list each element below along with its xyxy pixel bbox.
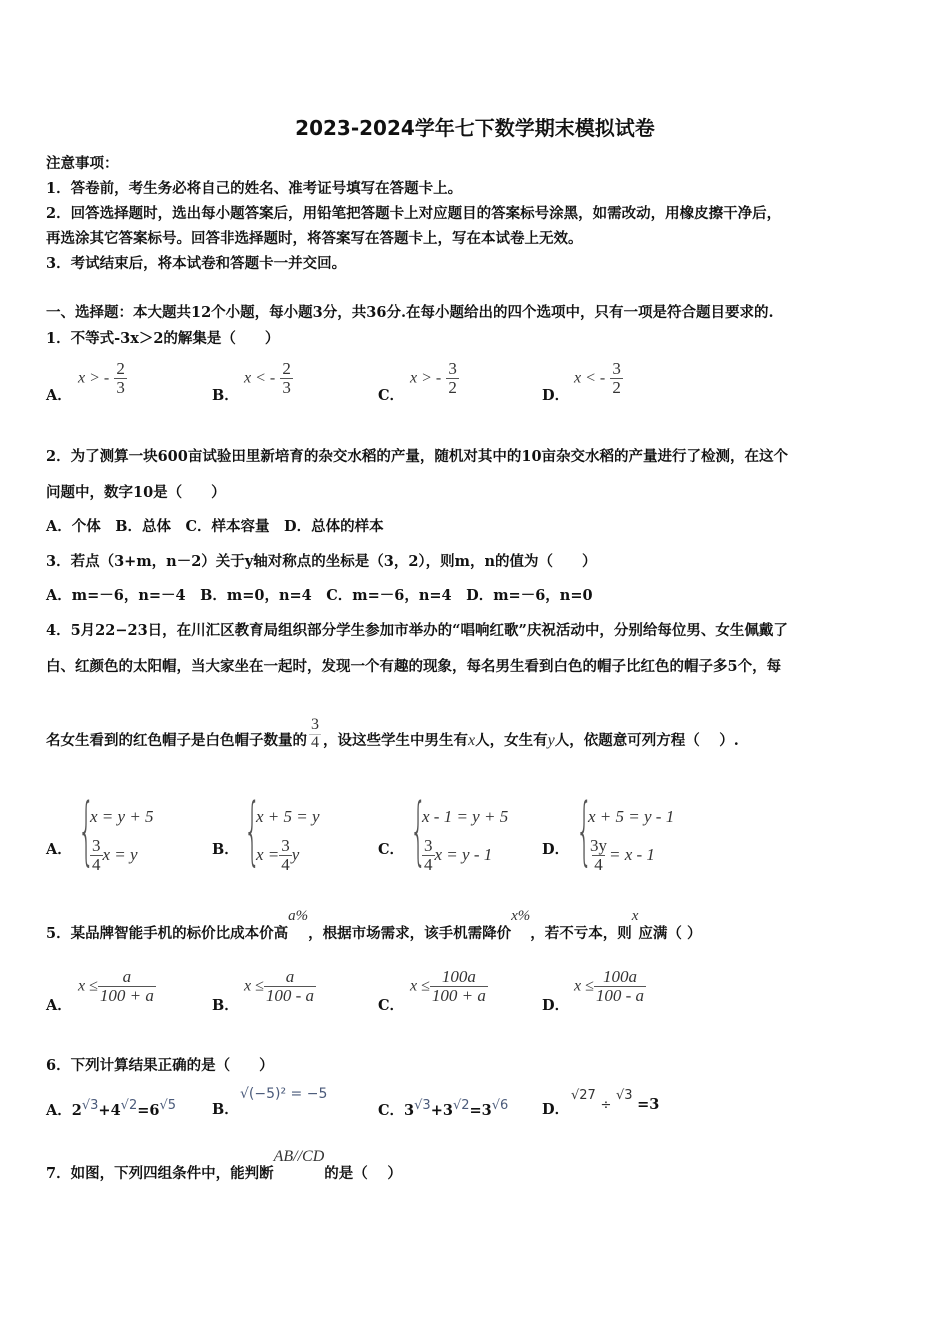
- q5-option-d[interactable]: D．: [542, 997, 570, 1014]
- q1-option-b[interactable]: B．: [212, 387, 239, 404]
- notice-item-2-cont: 再选涂其它答案标号。回答非选择题时，将答案写在答题卡上，写在本试卷上无效。: [46, 230, 583, 247]
- q1-option-a[interactable]: A．: [46, 387, 72, 404]
- q4-option-b-system: { x + 5 = y x = $\frac{3}{4}$ y: [244, 788, 320, 874]
- question-2-options[interactable]: A．个体 B．总体 C．样本容量 D．总体的样本: [46, 518, 384, 535]
- fraction: $\frac{100a}{100 - a}$: [595, 967, 645, 1005]
- q1-option-a-expr: x > - $\frac{2}{3}$: [78, 359, 125, 397]
- fraction: $\frac{a}{100 + a}$: [99, 967, 154, 1005]
- q1-option-d[interactable]: D．: [542, 387, 570, 404]
- question-2-stem-line1: 2．为了测算一块600亩试验田里新培育的杂交水稻的产量，随机对其中的10亩杂交水稻的产量进行了检测，在这个: [46, 448, 789, 465]
- q4-option-b[interactable]: B．: [212, 841, 239, 858]
- q5-option-c-expr: x ≤ $\frac{100a}{100 + a}$: [410, 967, 486, 1005]
- q6-option-b[interactable]: B．: [212, 1101, 239, 1118]
- fraction: $\frac{100a}{100 + a}$: [431, 967, 486, 1005]
- question-3-stem: 3．若点（3+m，n－2）关于y轴对称点的坐标是（3，2），则m，n的值为（ ）: [46, 553, 597, 570]
- fraction: $\frac{2}{3}$: [116, 359, 125, 397]
- left-brace-icon: {: [576, 788, 593, 874]
- fraction: $\frac{3}{4}$: [311, 716, 319, 751]
- fraction: $\frac{3}{2}$: [448, 359, 457, 397]
- q4-option-a-system: { x = y + 5 $\frac{3}{4}$ x = y: [78, 788, 154, 874]
- q1-option-c[interactable]: C．: [378, 387, 405, 404]
- question-4-stem-line3: 名女生看到的红色帽子是白色帽子数量的 $\frac{3}{4}$ ，设这些学生中男生有 x 人，女生有 y 人，依题意可列方程（ ）.: [46, 716, 739, 751]
- question-6-stem: 6．下列计算结果正确的是（ ）: [46, 1057, 274, 1074]
- q5-option-c[interactable]: C．: [378, 997, 405, 1014]
- q6-option-d-expr: √27 ÷ √3 =3: [571, 1088, 660, 1113]
- q1-option-c-expr: x > - $\frac{3}{2}$: [410, 359, 457, 397]
- question-5-options: [46, 968, 746, 1018]
- notice-item-3: 3．考试结束后，将本试卷和答题卡一并交回。: [46, 255, 347, 272]
- notice-item-2: 2．回答选择题时，选出每小题答案后，用铅笔把答题卡上对应题目的答案标号涂黑，如需改动，用橡皮擦干净后，: [46, 205, 782, 222]
- question-1-options: [46, 360, 746, 410]
- question-5-stem: 5．某品牌智能手机的标价比成本价高 a% ，根据市场需求，该手机需降价 x% ，若不亏本，则 x 应满（ ）: [46, 908, 702, 942]
- q4-option-a[interactable]: A．: [46, 841, 72, 858]
- q5-option-b-expr: x ≤ $\frac{a}{100 - a}$: [244, 967, 315, 1005]
- q1-option-b-expr: x < - $\frac{2}{3}$: [244, 359, 291, 397]
- question-2-stem-line2: 问题中，数字10是（ ）: [46, 484, 226, 501]
- q4-option-d-system: { x + 5 = y - 1 $\frac{3y}{4}$ = x - 1: [576, 788, 675, 874]
- q5-option-d-expr: x ≤ $\frac{100a}{100 - a}$: [574, 967, 645, 1005]
- question-3-options[interactable]: A．m=－6，n=－4 B．m=0，n=4 C．m=－6，n=4 D．m=－6，n=0: [46, 587, 593, 604]
- page-title: 2023-2024学年七下数学期末模拟试卷: [295, 116, 655, 140]
- fraction: $\frac{3}{2}$: [612, 359, 621, 397]
- q5-option-a[interactable]: A．: [46, 997, 72, 1014]
- section-heading: 一、选择题：本大题共12个小题，每小题3分，共36分.在每小题给出的四个选项中，只有一项是符合题目要求的.: [46, 304, 774, 321]
- q4-option-c[interactable]: C．: [378, 841, 405, 858]
- question-4-stem-line1: 4．5月22−23日，在川汇区教育局组织部分学生参加市举办的“唱响红歌”庆祝活动中，分别给每位男、女生佩戴了: [46, 622, 788, 639]
- question-1-stem: 1．不等式-3x＞2的解集是（ ）: [46, 330, 280, 347]
- notice-item-1: 1．答卷前，考生务必将自己的姓名、准考证号填写在答题卡上。: [46, 180, 463, 197]
- q1-option-d-expr: x < - $\frac{3}{2}$: [574, 359, 621, 397]
- question-7-stem: 7．如图，下列四组条件中，能判断 AB//CD 的是（ ）: [46, 1148, 402, 1182]
- question-4-stem-line2: 白、红颜色的太阳帽，当大家坐在一起时，发现一个有趣的现象，每名男生看到白色的帽子比红色的帽子多5个，每: [46, 658, 782, 675]
- left-brace-icon: {: [244, 788, 261, 874]
- notice-heading: 注意事项：: [46, 155, 119, 172]
- fraction: $\frac{2}{3}$: [282, 359, 291, 397]
- q6-option-d[interactable]: D．: [542, 1101, 570, 1118]
- q5-option-b[interactable]: B．: [212, 997, 239, 1014]
- question-4-options: [46, 788, 746, 880]
- q4-option-d[interactable]: D．: [542, 841, 570, 858]
- fraction: $\frac{3}{4}$: [424, 835, 433, 874]
- fraction: $\frac{3y}{4}$: [590, 835, 607, 874]
- left-brace-icon: {: [410, 788, 427, 874]
- q4-option-c-system: { x - 1 = y + 5 $\frac{3}{4}$ x = y - 1: [410, 788, 509, 874]
- left-brace-icon: {: [78, 788, 95, 874]
- fraction: $\frac{3}{4}$: [92, 835, 101, 874]
- fraction: $\frac{3}{4}$: [281, 835, 290, 874]
- question-6-options: [46, 1084, 746, 1124]
- q6-option-a[interactable]: A．$2^{√3}+4^{√2}=6^{√5}$: [46, 1098, 177, 1119]
- q5-option-a-expr: x ≤ $\frac{a}{100 + a}$: [78, 967, 154, 1005]
- fraction: $\frac{a}{100 - a}$: [265, 967, 315, 1005]
- q6-option-b-expr: √(−5)² = −5: [240, 1086, 328, 1102]
- q6-option-c[interactable]: C．$3^{√3}+3^{√2}=3^{√6}$: [378, 1098, 509, 1119]
